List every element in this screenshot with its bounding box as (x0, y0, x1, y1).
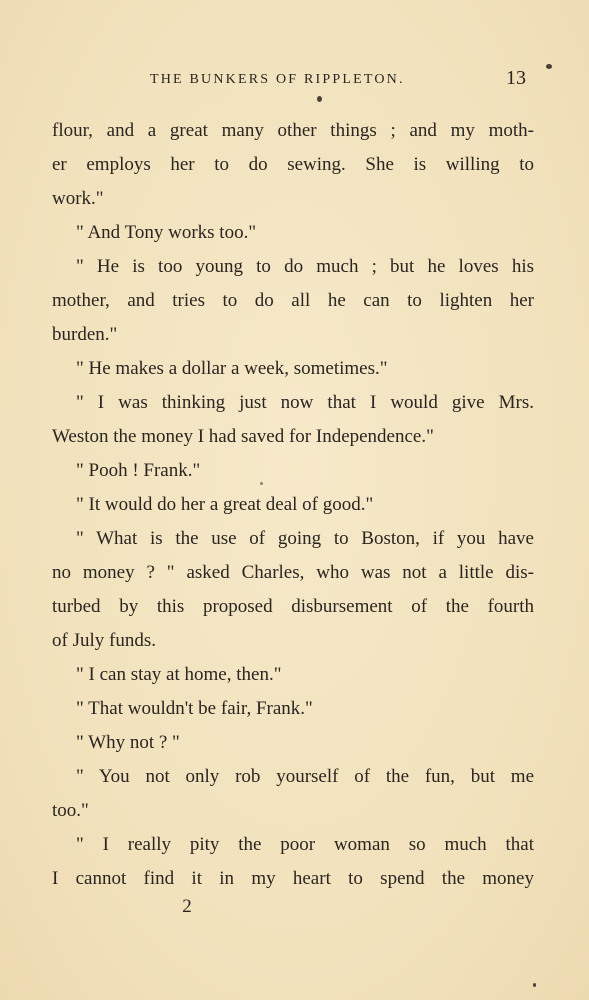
ink-speck (546, 64, 552, 69)
text-line: " Why not ? " (76, 732, 180, 753)
text-line: " That wouldn't be fair, Frank." (76, 698, 313, 719)
text-line: " He is too young to do much ; but he loves his (76, 256, 534, 277)
text-line: " He makes a dollar a week, sometimes." (76, 358, 388, 379)
page-number: 13 (506, 67, 526, 89)
text-line: " I really pity the poor woman so much that (76, 834, 534, 855)
text-line: " Pooh ! Frank." (76, 460, 201, 481)
running-head (0, 67, 589, 96)
text-line: " I was thinking just now that I would give Mrs. (76, 392, 534, 413)
text-line: work." (52, 188, 104, 209)
text-line: er employs her to do sewing. She is willing to (52, 154, 534, 175)
text-line: no money ? " asked Charles, who was not a little dis- (52, 562, 534, 583)
text-line: " It would do her a great deal of good." (76, 494, 374, 515)
body-text (52, 114, 534, 896)
text-line: Weston the money I had saved for Independence." (52, 426, 434, 447)
signature-mark: 2 (182, 896, 192, 917)
ink-speck (533, 983, 536, 987)
text-line: turbed by this proposed disbursement of the fourth (52, 596, 534, 617)
text-line: too." (52, 800, 89, 821)
text-line: of July funds. (52, 630, 156, 651)
text-line: flour, and a great many other things ; and my moth- (52, 120, 534, 141)
text-line: I cannot find it in my heart to spend the money (52, 868, 534, 889)
running-title: THE BUNKERS OF RIPPLETON. (150, 72, 405, 87)
ink-speck (260, 482, 263, 485)
text-line: " I can stay at home, then." (76, 664, 282, 685)
text-line: " What is the use of going to Boston, if you have (76, 528, 534, 549)
ink-speck (317, 96, 322, 102)
text-line: " And Tony works too." (76, 222, 257, 243)
text-line: burden." (52, 324, 118, 345)
text-line: mother, and tries to do all he can to lighten her (52, 290, 534, 311)
text-line: " You not only rob yourself of the fun, but me (76, 766, 534, 787)
